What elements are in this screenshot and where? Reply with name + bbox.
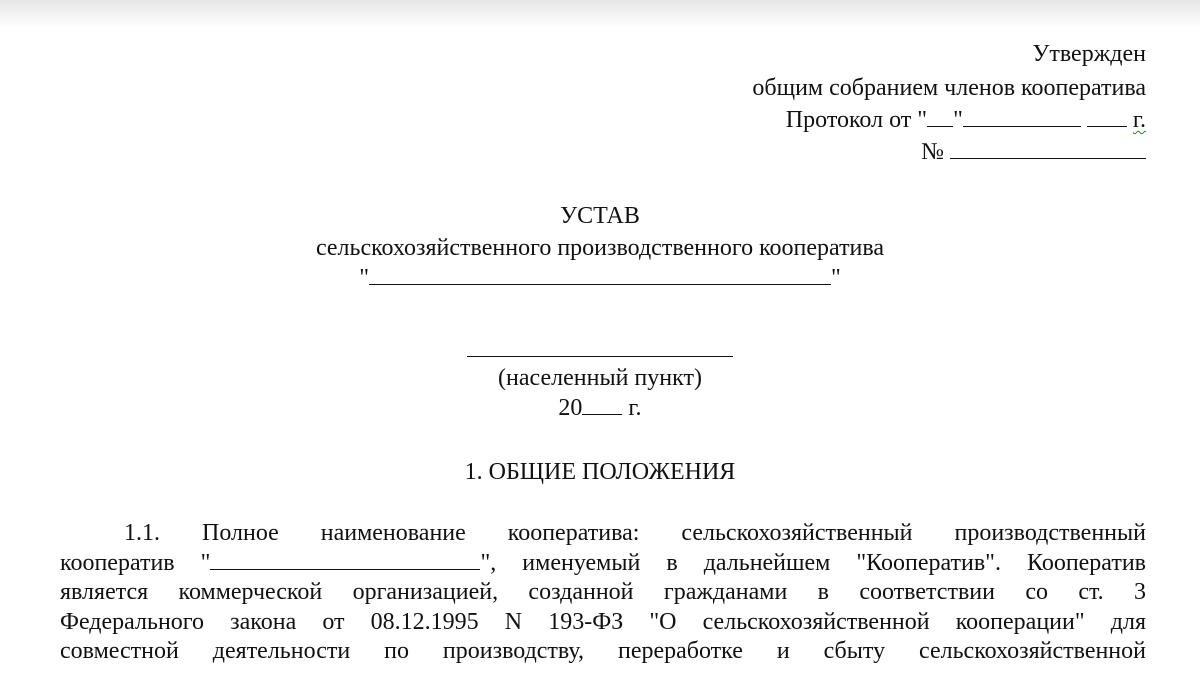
paragraph-name-suffix: ", именуемый в дальнейшем "Кооператив". Кооператив <box>480 549 1147 576</box>
charter-subtitle-text: сельскохозяйственного производственного кооператива <box>315 235 885 261</box>
protocol-number-blank <box>950 140 1146 159</box>
cooperative-name-line <box>0 264 1200 292</box>
year-blank <box>582 396 622 415</box>
paragraph-1-1 <box>60 519 1146 667</box>
year-suffix: г. <box>628 395 642 421</box>
approval-number-line <box>921 138 1146 166</box>
section-heading <box>0 458 1200 486</box>
settlement-blank-line <box>0 336 1200 364</box>
protocol-year-blank <box>1087 108 1127 127</box>
page-top-shadow <box>0 0 1200 28</box>
paragraph-line-5: совместной деятельности по производству, переработке и сбыту сельскохозяйственной <box>60 638 1146 665</box>
protocol-year-suffix: г. <box>1132 107 1146 133</box>
approval-protocol-line <box>786 106 1146 134</box>
protocol-prefix: Протокол от " <box>785 107 928 133</box>
number-sign: № <box>921 139 944 165</box>
protocol-day-blank <box>927 108 953 127</box>
approval-meeting-text: общим собранием членов кооператива <box>752 75 1146 101</box>
paragraph-line-4: Федерального закона от 08.12.1995 N 193-ФЗ "О сельскохозяйственной кооперации" для <box>60 608 1146 635</box>
name-close-quote: " <box>831 265 841 291</box>
protocol-month-blank <box>963 108 1081 127</box>
charter-subtitle <box>0 234 1200 262</box>
paragraph-line-3: является коммерческой организацией, созданной гражданами в соответствии со ст. 3 <box>60 579 1146 606</box>
charter-title <box>0 202 1200 230</box>
year-line <box>0 394 1200 422</box>
name-open-quote: " <box>359 265 369 291</box>
cooperative-name-blank <box>369 266 831 285</box>
charter-title-text: УСТАВ <box>560 203 640 229</box>
settlement-label-text: (населенный пункт) <box>498 365 702 391</box>
paragraph-name-blank <box>210 551 480 570</box>
paragraph-name-prefix: кооператив " <box>60 549 211 576</box>
settlement-label <box>0 364 1200 392</box>
year-prefix: 20 <box>558 395 583 421</box>
paragraph-line-2 <box>60 549 1146 579</box>
settlement-blank <box>467 338 733 357</box>
approval-line-1 <box>1032 40 1146 68</box>
protocol-quote-close: " <box>953 107 963 133</box>
section-heading-text: 1. ОБЩИЕ ПОЛОЖЕНИЯ <box>464 459 736 485</box>
paragraph-line-1: 1.1. Полное наименование кооператива: сельскохозяйственный производственный <box>124 520 1146 546</box>
approval-approved-text: Утвержден <box>1032 41 1146 67</box>
approval-line-2 <box>752 74 1146 102</box>
